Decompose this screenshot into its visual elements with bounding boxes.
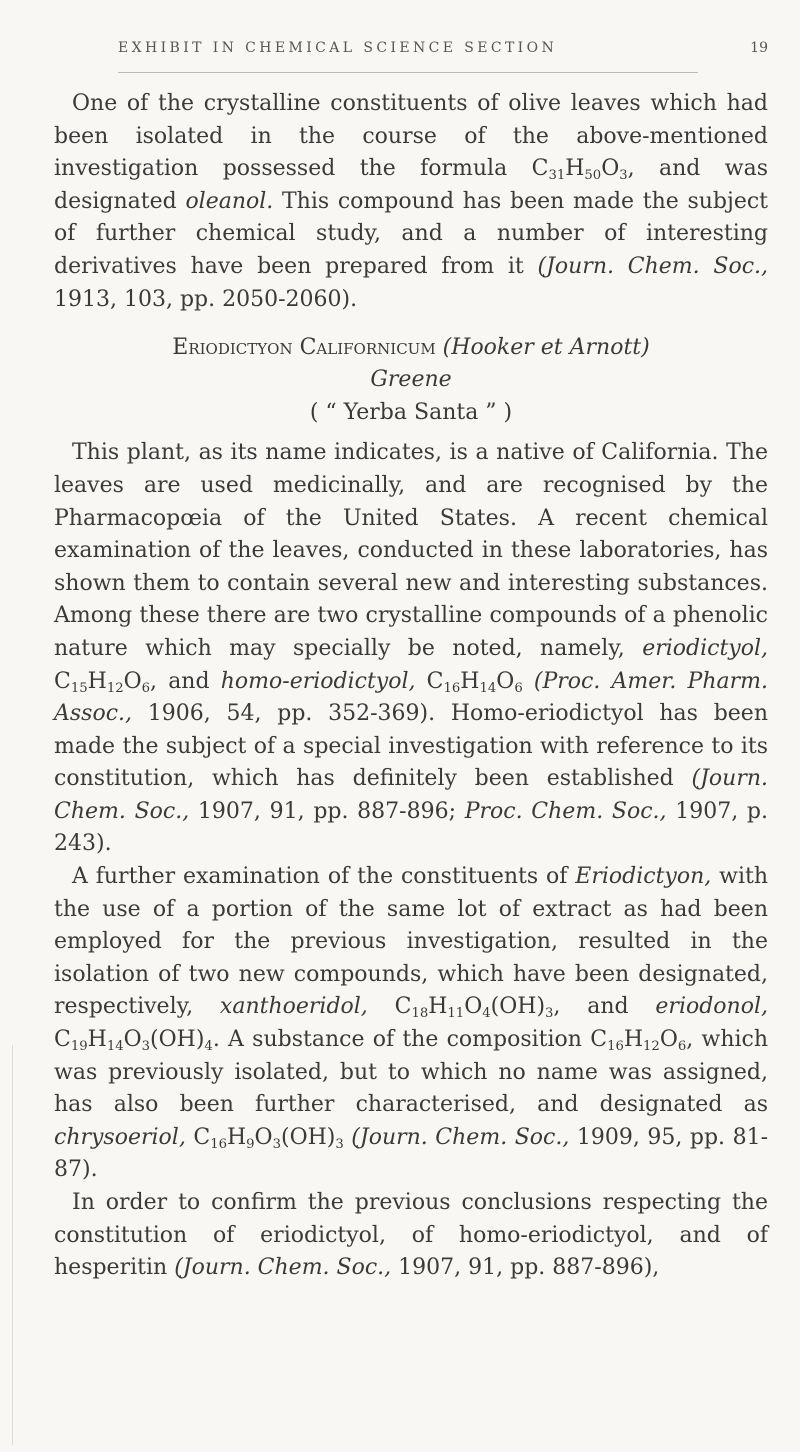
page-body — [54, 88, 768, 1285]
header-rule — [118, 72, 698, 73]
paragraph-xanthoeridol: A further examination of the constituents of Eriodictyon, with the use of a portion of the same lot of extract as had been employed for the previous investigation, resulted in the isolation of two new compounds, which have been designated, respectively, xanthoeridol, $C_{18}H_{11}O_4(OH)_3$, and eriodonol, $C_{19}H_{14}O_3(OH)_4$. A substance of the composition $C_{16}H_{12}O_6$, which was previously isolated, but to which no name was assigned, has also been further characterised, and designated as chrysoeriol, $C_{16}H_9O_3(OH)_3$ (Journ. Chem. Soc., 1909, 95, pp. 81-87). — [54, 864, 769, 1183]
running-header — [118, 40, 768, 56]
section-subtitle: Greene — [370, 367, 452, 393]
section-authority: (Hooker et Arnott) — [442, 335, 650, 361]
paragraph-oleanol: One of the crystalline constituents of olive leaves which had been isolated in the course of the above-mentioned investigation possessed the formula $C_{31}H_{50}O_3$, and was designated oleanol. This compound has been made the subject of further chemical study, and a number of interesting derivatives have been prepared from it (Journ. Chem. Soc., 1913, 103, pp. 2050-2060). — [54, 91, 769, 312]
section-alias: ( “ Yerba Santa ” ) — [309, 399, 513, 425]
paragraph-eriodictyol: This plant, as its name indicates, is a native of California. The leaves are used medicinally, and are recognised by the Pharmacopœia of the United States. A recent chemical examination of the leaves, conducted in these laboratories, has shown them to contain several new and interesting substances. Among these there are two crystalline compounds of a phenolic nature which may specially be noted, namely, eriodictyol, $C_{15}H_{12}O_6$, and homo-eriodictyol, $C_{16}H_{14}O_6$ (Proc. Amer. Pharm. Assoc., 1906, 54, pp. 352-369). Homo-eriodictyol has been made the subject of a special investigation with reference to its constitution, which has definitely been established (Journ. Chem. Soc., 1907, 91, pp. 887-896; Proc. Chem. Soc., 1907, p. 243). — [54, 440, 768, 857]
compound-name: oleanol. — [185, 188, 274, 214]
running-title: EXHIBIT IN CHEMICAL SCIENCE SECTION — [118, 40, 558, 56]
citation: (Journ. Chem. Soc., — [537, 253, 768, 279]
section-title: Eriodictyon Californicum (Hooker et Arnott) — [172, 335, 650, 361]
paragraph-constitution: In order to confirm the previous conclusions respecting the constitution of eriodictyol, of homo-eriodictyol, and of hesperitin (Journ. Chem. Soc., 1907, 91, pp. 887-896), — [54, 1190, 768, 1281]
binding-edge-line — [12, 1045, 13, 1445]
page-number: 19 — [750, 40, 768, 56]
